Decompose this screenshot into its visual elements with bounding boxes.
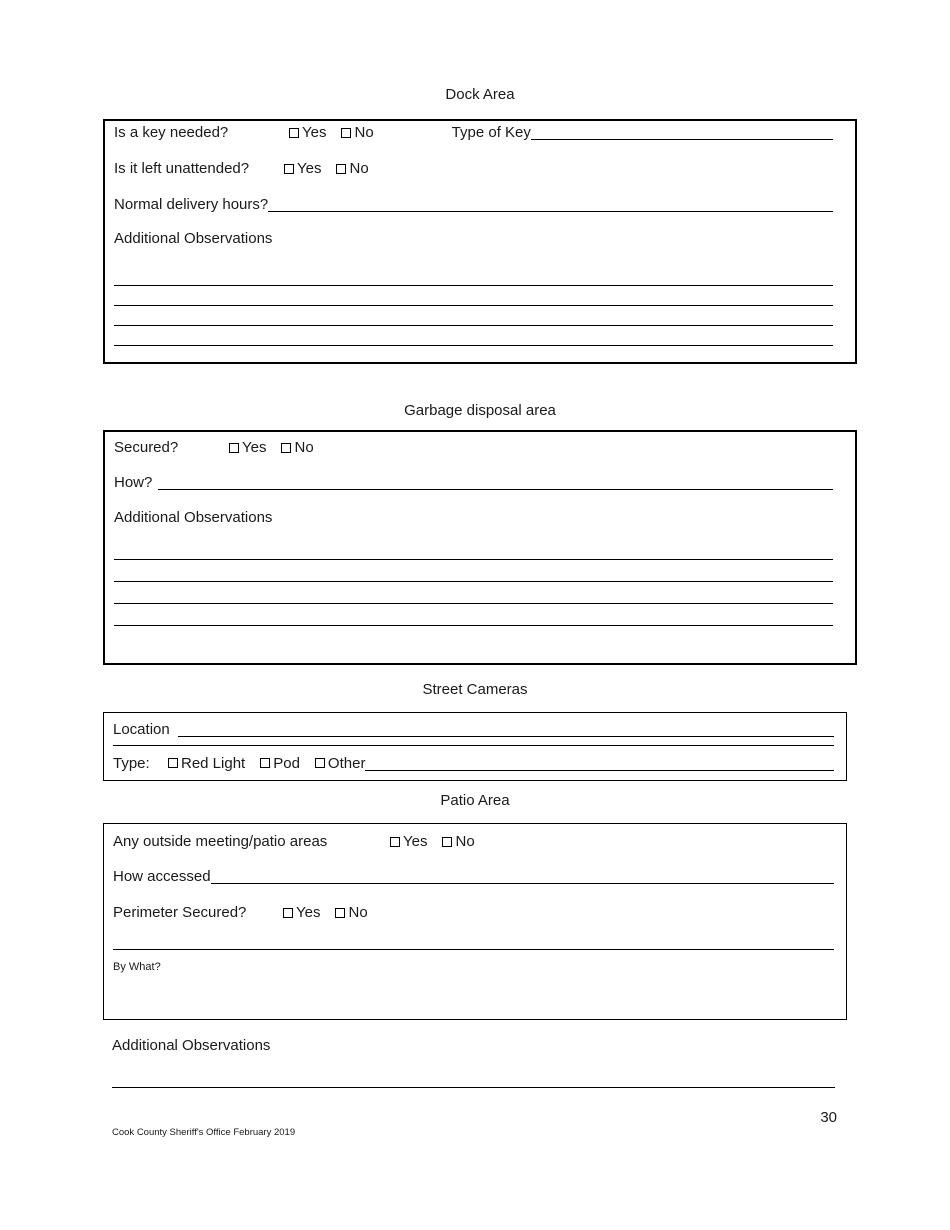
checkbox-icon[interactable] — [335, 908, 345, 918]
garbage-observations-row — [114, 508, 833, 527]
by-what-label: By What? — [113, 961, 161, 973]
checkbox-icon[interactable] — [315, 758, 325, 768]
dock-box — [103, 119, 857, 364]
street-cameras-box — [103, 712, 847, 781]
garbage-secured-row — [114, 438, 833, 457]
checkbox-red-light[interactable] — [168, 754, 245, 773]
how-accessed-label: How accessed — [113, 868, 211, 885]
checkbox-icon[interactable] — [281, 443, 291, 453]
observation-line[interactable] — [112, 1068, 835, 1088]
observation-line[interactable] — [114, 266, 833, 286]
checkbox-icon[interactable] — [284, 164, 294, 174]
checkbox-yes[interactable] — [289, 123, 326, 142]
left-unattended-label: Is it left unattended? — [114, 160, 250, 177]
additional-observations-label: Additional Observations — [114, 509, 273, 526]
checkbox-no[interactable] — [281, 438, 313, 457]
checkbox-label: Other — [327, 754, 366, 772]
how-accessed-input-line[interactable] — [211, 883, 834, 884]
by-what-input-line[interactable] — [113, 930, 834, 950]
checkbox-icon[interactable] — [336, 164, 346, 174]
checkbox-pod[interactable] — [260, 754, 300, 773]
footer-text: Cook County Sheriff's Office February 2019 — [112, 1127, 296, 1138]
how-input-line[interactable] — [158, 489, 833, 490]
checkbox-no[interactable] — [341, 123, 373, 142]
observation-line[interactable] — [114, 286, 833, 306]
section-title-street-cameras: Street Cameras — [422, 681, 528, 698]
checkbox-icon[interactable] — [260, 758, 270, 768]
checkbox-label: No — [294, 439, 314, 456]
checkbox-icon[interactable] — [229, 443, 239, 453]
checkbox-label: Yes — [242, 439, 267, 456]
checkbox-label: Yes — [296, 904, 321, 921]
checkbox-label: No — [354, 124, 374, 141]
garbage-how-row — [114, 473, 833, 492]
delivery-hours-input-line[interactable] — [268, 211, 833, 212]
checkbox-other[interactable] — [315, 754, 366, 773]
checkbox-label: Yes — [297, 160, 322, 177]
additional-observations-label: Additional Observations — [112, 1037, 271, 1054]
checkbox-yes[interactable] — [390, 832, 427, 851]
observation-line[interactable] — [114, 306, 833, 326]
checkbox-icon[interactable] — [283, 908, 293, 918]
section-title-garbage: Garbage disposal area — [404, 402, 556, 419]
other-input-line[interactable] — [365, 770, 834, 771]
street-type-row — [113, 746, 834, 780]
patio-how-accessed-row — [113, 867, 834, 886]
type-of-key-input-line[interactable] — [531, 139, 833, 140]
patio-perimeter-secured-row — [113, 903, 834, 922]
camera-type-label: Type: — [113, 754, 150, 772]
checkbox-no[interactable] — [442, 832, 474, 851]
checkbox-label: Red Light — [181, 754, 246, 772]
dock-key-needed-row — [114, 123, 833, 142]
checkbox-yes[interactable] — [229, 438, 266, 457]
checkbox-no[interactable] — [335, 903, 367, 922]
patio-outside-areas-row — [113, 832, 834, 851]
checkbox-icon[interactable] — [442, 837, 452, 847]
perimeter-secured-label: Perimeter Secured? — [113, 904, 247, 921]
checkbox-label: No — [349, 160, 369, 177]
additional-observations-label: Additional Observations — [114, 230, 273, 247]
checkbox-label: Pod — [273, 754, 300, 772]
section-title-dock: Dock Area — [445, 86, 515, 103]
checkbox-icon[interactable] — [390, 837, 400, 847]
location-label: Location — [113, 720, 170, 738]
checkbox-icon[interactable] — [289, 128, 299, 138]
observation-line[interactable] — [114, 326, 833, 346]
page-number: 30 — [820, 1109, 837, 1126]
street-location-row — [113, 713, 834, 746]
observation-line[interactable] — [114, 582, 833, 604]
dock-left-unattended-row — [114, 159, 833, 178]
checkbox-label: Yes — [403, 833, 428, 850]
checkbox-label: Yes — [302, 124, 327, 141]
section-title-patio: Patio Area — [440, 792, 510, 809]
dock-delivery-hours-row — [114, 195, 833, 214]
checkbox-label: No — [348, 904, 368, 921]
delivery-hours-label: Normal delivery hours? — [114, 196, 269, 213]
type-of-key-label: Type of Key — [451, 124, 531, 141]
outside-areas-label: Any outside meeting/patio areas — [113, 833, 328, 850]
checkbox-no[interactable] — [336, 159, 368, 178]
garbage-box — [103, 430, 857, 665]
checkbox-label: No — [455, 833, 475, 850]
location-input-line[interactable] — [178, 736, 834, 737]
observation-line[interactable] — [114, 540, 833, 560]
observation-line[interactable] — [114, 560, 833, 582]
checkbox-icon[interactable] — [168, 758, 178, 768]
how-label: How? — [114, 474, 153, 491]
key-needed-label: Is a key needed? — [114, 124, 229, 141]
secured-label: Secured? — [114, 439, 179, 456]
checkbox-yes[interactable] — [284, 159, 321, 178]
checkbox-icon[interactable] — [341, 128, 351, 138]
observation-line[interactable] — [114, 604, 833, 626]
checkbox-yes[interactable] — [283, 903, 320, 922]
patio-box — [103, 823, 847, 1020]
dock-observations-row — [114, 229, 833, 248]
